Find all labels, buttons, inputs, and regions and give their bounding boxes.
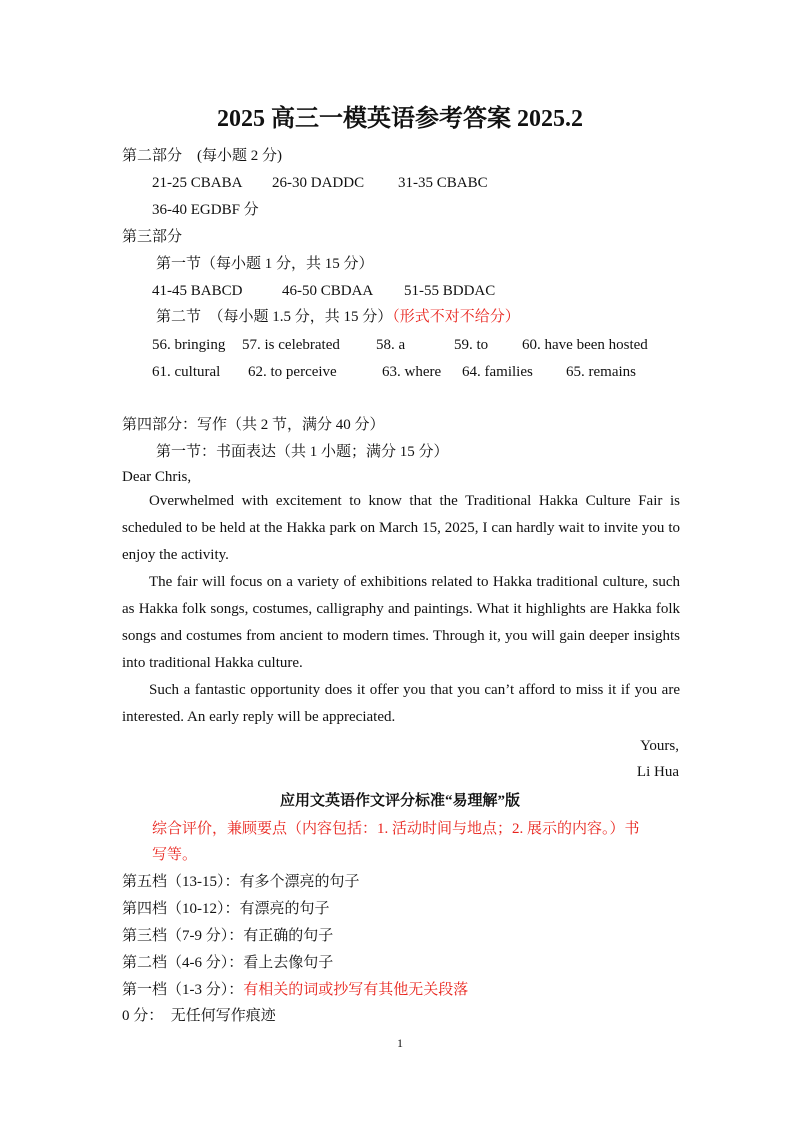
- rubric-note-line-2: 写等。: [152, 847, 198, 863]
- answer-group: 21-25 CBABA: [152, 175, 243, 191]
- answer-item: 64. families: [462, 364, 533, 380]
- part3-sec2-answers-row2: [152, 362, 636, 382]
- rubric-level-desc: 看上去像句子: [243, 955, 334, 971]
- letter-paragraph-3: [122, 677, 680, 731]
- part3-sec2-heading: 第二节 （每小题 1.5 分，共 15 分）: [156, 309, 393, 325]
- rubric-title: 应用文英语作文评分标准“易理解”版: [279, 793, 520, 809]
- letter-paragraph-1: [122, 488, 680, 569]
- letter-paragraph-2-text: The fair will focus on a variety of exhibitions related to Hakka traditional culture, such as Hakka folk songs, costumes, calligraphy and paintings. What it highlights are Hakka folk songs and costumes from ancient to modern times. Through it, you will gain deeper insights into traditional Hakka culture.: [122, 574, 680, 671]
- rubric-level-1: [122, 980, 468, 1000]
- answer-item: 62. to perceive: [248, 364, 337, 380]
- letter-paragraph-3-text: Such a fantastic opportunity does it offer you that you can’t afford to miss it if you are interested. An early reply will be appreciated.: [122, 682, 680, 725]
- rubric-level-desc: 有正确的句子: [243, 928, 334, 944]
- letter-paragraph-2: [122, 569, 680, 677]
- rubric-level-5: [122, 872, 360, 892]
- letter-salutation: Dear Chris,: [122, 469, 192, 485]
- answer-item: 65. remains: [566, 364, 636, 380]
- page-number: 1: [397, 1036, 403, 1050]
- rubric-level-label: 第五档（13-15）：: [122, 874, 240, 890]
- answer-group: 46-50 CBDAA: [282, 283, 374, 299]
- answer-item: 58. a: [376, 337, 406, 353]
- part3-sec2-answers-row1: [152, 335, 648, 355]
- rubric-note-line-1: 综合评价，兼顾要点（内容包括：1. 活动时间与地点；2. 展示的内容。）书: [152, 821, 640, 837]
- answer-item: 59. to: [454, 337, 489, 353]
- rubric-level-2: [122, 953, 333, 973]
- part2-heading: 第二部分 (每小题 2 分): [122, 148, 282, 164]
- part3-sec2-heading-line: [156, 307, 520, 327]
- answer-group: 41-45 BABCD: [152, 283, 243, 299]
- rubric-level-label: 第二档（4-6 分）：: [122, 955, 244, 971]
- letter-signature: Li Hua: [636, 764, 679, 780]
- answer-item: 63. where: [382, 364, 442, 380]
- rubric-level-desc: 有多个漂亮的句子: [239, 874, 360, 890]
- letter-paragraph-1-text: Overwhelmed with excitement to know that the Traditional Hakka Culture Fair is scheduled to be held at the Hakka park on March 15, 2025, I can hardly wait to invite you to enjoy the activity.: [122, 493, 680, 563]
- part2-answers-row2: 36-40 EGDBF 分: [152, 202, 259, 218]
- answer-item: 56. bringing: [152, 337, 226, 353]
- part3-sec1-answers: [152, 281, 495, 301]
- answer-group: 26-30 DADDC: [272, 175, 365, 191]
- rubric-level-desc: 有相关的词或抄写有其他无关段落: [243, 982, 469, 998]
- part3-heading: 第三部分: [122, 229, 183, 245]
- part3-sec2-note: （形式不对不给分）: [392, 309, 520, 325]
- rubric-level-4: [122, 899, 330, 919]
- page-title: 2025 高三一模英语参考答案 2025.2: [217, 106, 583, 132]
- answer-group: 31-35 CBABC: [398, 175, 488, 191]
- rubric-level-desc: 有漂亮的句子: [239, 901, 330, 917]
- rubric-level-label: 第四档（10-12）：: [122, 901, 240, 917]
- rubric-level-0: 0 分： 无任何写作痕迹: [122, 1008, 276, 1024]
- answer-group: 51-55 BDDAC: [404, 283, 496, 299]
- letter-closing: Yours,: [640, 738, 679, 754]
- rubric-level-label: 第一档（1-3 分）：: [122, 982, 244, 998]
- answer-item: 61. cultural: [152, 364, 221, 380]
- part4-heading: 第四部分：写作（共 2 节，满分 40 分）: [122, 417, 385, 433]
- part2-answers-row1: [152, 173, 488, 193]
- answer-item: 60. have been hosted: [522, 337, 648, 353]
- rubric-level-label: 第三档（7-9 分）：: [122, 928, 244, 944]
- part4-sec1-heading: 第一节：书面表达（共 1 小题；满分 15 分）: [156, 444, 449, 460]
- rubric-level-3: [122, 926, 333, 946]
- part3-sec1-heading: 第一节（每小题 1 分，共 15 分）: [156, 256, 374, 272]
- answer-item: 57. is celebrated: [242, 337, 340, 353]
